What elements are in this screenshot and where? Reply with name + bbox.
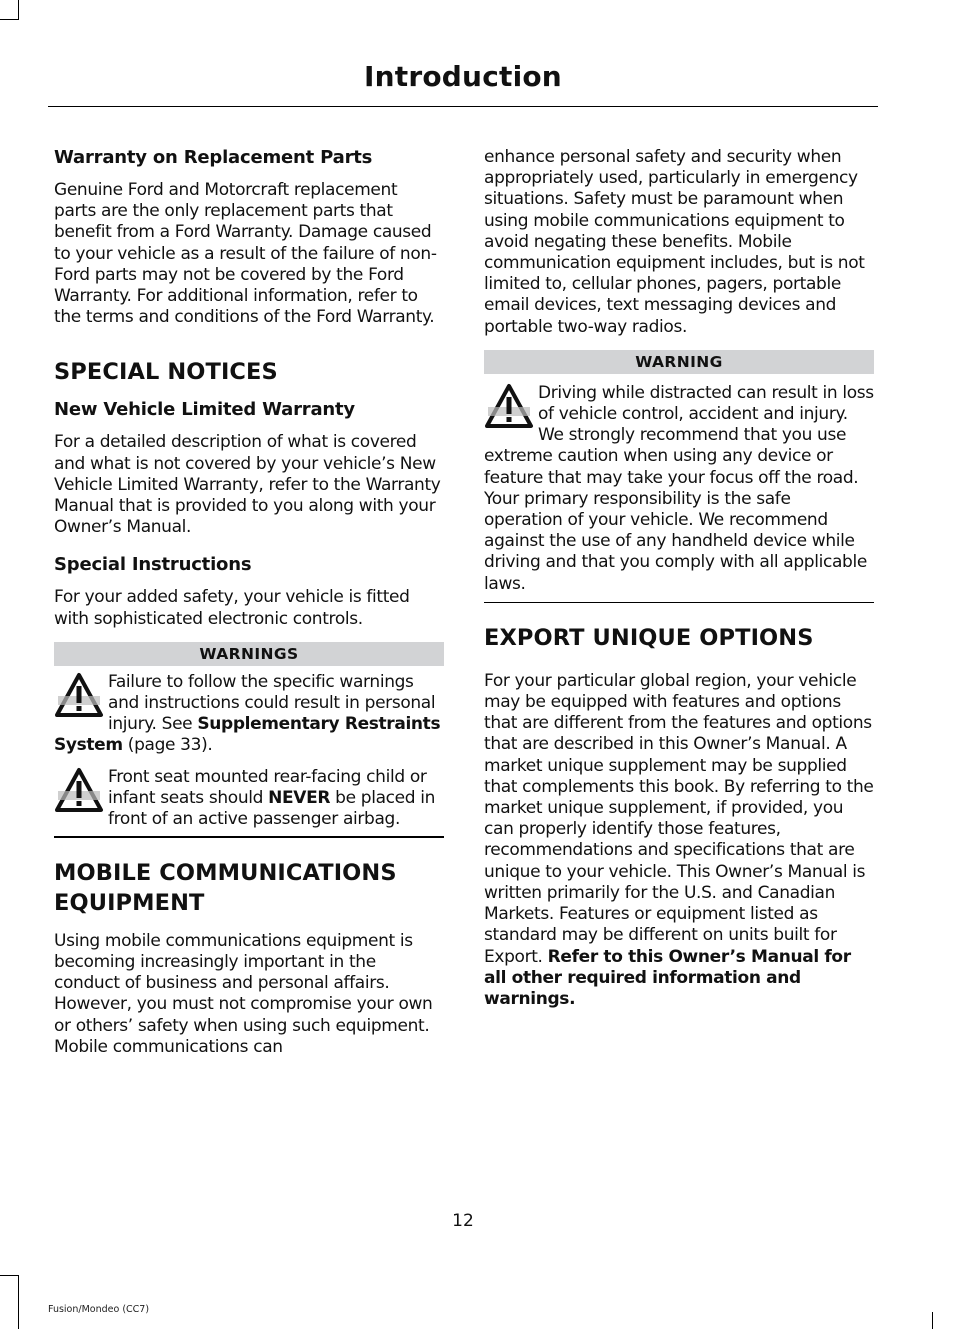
export-text: For your particular global region, your vehicle may be equipped with features and options that are different from the features and options that are described in this Owner’s Manual. A market unique supplement may be supplied that complements this book. By referring to the market unique supplement, if provided, you can properly identify those features, recommendations and specifications that are unique to your vehicle. This Owner’s Manual is written primarily for the U.S. and Canadian Markets. Features or equipment listed as standard may be different on units built for Export. <box>484 670 874 967</box>
model-footer: Fusion/Mondeo (CC7) <box>48 1304 150 1315</box>
warnings-header: WARNINGS <box>54 642 444 666</box>
mobile-text: Using mobile communications equipment is becoming increasingly important in the conduct of business and personal affairs. However, you must not compromise your own or others’ safety when using such equipment. Mobile communications can <box>54 930 433 1057</box>
warning-header: WARNING <box>484 350 874 374</box>
crop-mark <box>0 19 19 20</box>
nvlw-heading: New Vehicle Limited Warranty <box>54 399 355 421</box>
mobile-heading-line2: EQUIPMENT <box>54 889 205 916</box>
warning1-page-ref: (page 33). <box>127 735 213 756</box>
crop-mark <box>0 1275 19 1276</box>
export-emphasis: Refer to this Owner’s Manual for all other required information and warnings. <box>484 946 851 1009</box>
special-instructions-text: For your added safety, your vehicle is fitted with sophisticated electronic controls. <box>54 587 410 629</box>
page-title: Introduction <box>364 60 562 93</box>
warning-triangle-icon <box>54 767 104 813</box>
special-instructions-heading: Special Instructions <box>54 554 252 576</box>
warranty-text: Genuine Ford and Motorcraft replacement parts are the only replacement parts that benefit from a Ford Warranty. Damage caused to your vehicle as a result of the failure of non-Ford parts may not be covered by the Ford Warranty. For additional information, refer to the terms and conditions of the Ford Warranty. <box>54 180 437 328</box>
warning-text: Driving while distracted can result in loss of vehicle control, accident and injury. We strongly recommend that you use extreme caution when using any device or feature that may take your focus off the road. Your primary responsibility is the safe operation of your vehicle. We recommend against the use of any handheld device while driving and that you comply with all applicable laws. <box>484 382 874 594</box>
warning-triangle-icon <box>484 383 534 429</box>
warning2-emphasis: NEVER <box>268 787 331 808</box>
warning-item <box>484 383 874 595</box>
mobile-continued-text: enhance personal safety and security when appropriately used, particularly in emergency situations. Safety must be paramount when using mobile communications equipment to avoid negating these benefits. Mobile communication equipment includes, but is not limited to, cellular phones, pagers, portable email devices, text messaging devices and portable two-way radios. <box>484 147 865 337</box>
left-column <box>54 147 444 1058</box>
title-divider <box>48 106 878 107</box>
nvlw-text: For a detailed description of what is covered and what is not covered by your vehicle’s New Vehicle Limited Warranty, refer to the Warranty Manual that is provided to you along with your Owner’s Manual. <box>54 432 441 538</box>
mobile-heading-line1: MOBILE COMMUNICATIONS <box>54 859 397 886</box>
crop-mark <box>18 0 19 20</box>
section-divider <box>484 602 874 603</box>
warning2-text: Front seat mounted rear-facing child or infant seats should <box>108 766 427 808</box>
export-heading: EXPORT UNIQUE OPTIONS <box>484 624 814 651</box>
srs-link[interactable]: Supplementary Restraints System <box>54 714 441 756</box>
warning-item <box>54 672 444 757</box>
right-column <box>484 147 874 1010</box>
warning-item <box>54 767 444 831</box>
crop-mark <box>18 1275 19 1329</box>
warning1-text: Failure to follow the specific warnings and instructions could result in personal injury. See <box>108 671 436 735</box>
special-notices-heading: SPECIAL NOTICES <box>54 359 278 386</box>
section-divider <box>54 836 444 838</box>
warning-triangle-icon <box>54 672 104 718</box>
warning2-text-end: be placed in front of an active passenger airbag. <box>108 787 436 830</box>
crop-mark <box>932 1312 933 1329</box>
warranty-heading: Warranty on Replacement Parts <box>54 147 373 168</box>
page-number: 12 <box>452 1211 474 1231</box>
